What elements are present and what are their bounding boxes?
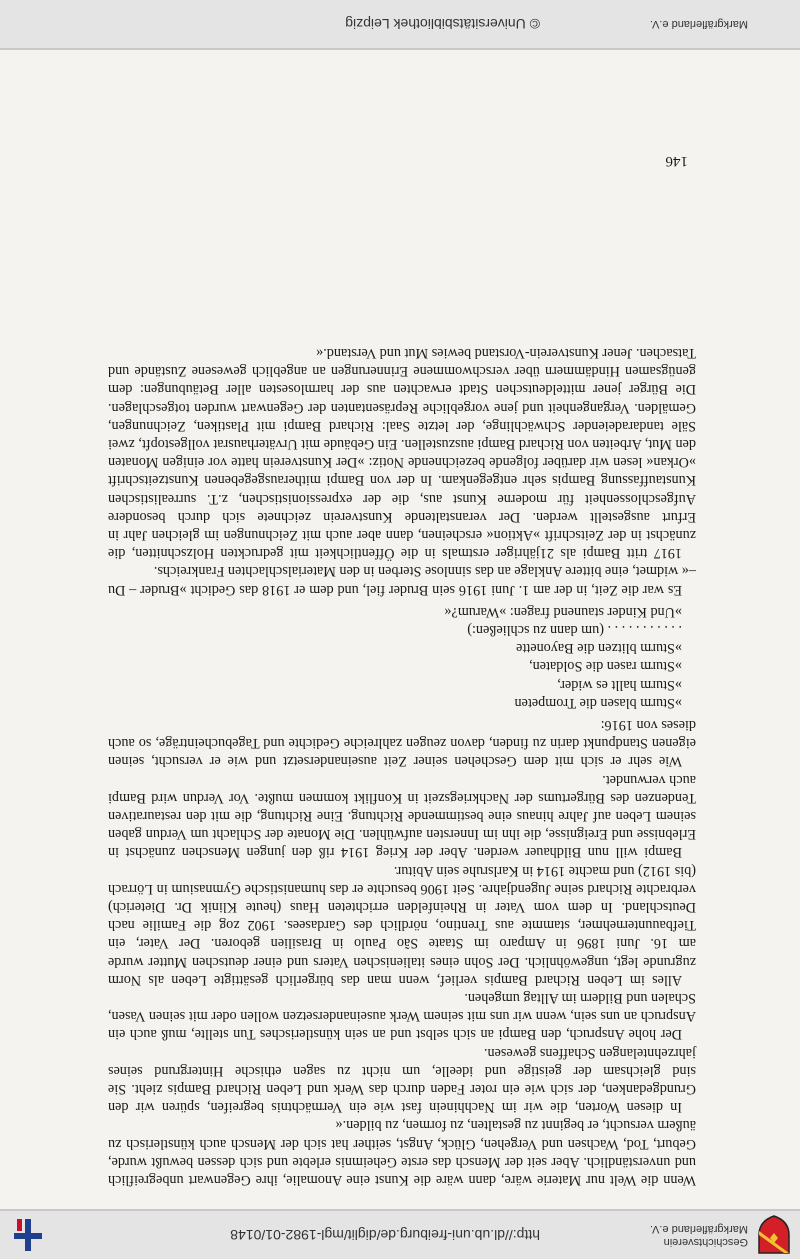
poem-line: . . . . . . . . . . . (um dann zu schließen:) xyxy=(467,621,682,638)
poem-line: »Sturm hallt es wider, xyxy=(557,676,682,693)
header-rule xyxy=(0,1209,800,1211)
org-name-line2: Markgräflerland e.V. xyxy=(649,1223,748,1235)
poem-line: »Und Kinder staunend fragen: »Warum?« xyxy=(444,603,682,620)
paragraph: Es war die Zeit, in der am 1. Juni 1916 sein Bruder fiel, und dem er 1918 das Gedicht »Bruder – Du –« widmet, eine bittere Anklage an das sinnlose Sterben in den Materialschlachten Frankreichs. xyxy=(108,563,696,598)
header-bar xyxy=(0,1211,800,1259)
document-url[interactable]: http://dl.ub.uni-freiburg.de/diglit/mgl-1982-01/0148 xyxy=(230,1227,540,1243)
ub-logo-icon xyxy=(10,1217,46,1253)
org-name-line1: Geschichtsverein xyxy=(663,1236,748,1248)
coat-of-arms-icon xyxy=(754,1215,794,1255)
poem-line: »Sturm rasen die Soldaten, xyxy=(529,658,682,675)
footer-org-name: Markgräflerland e.V. xyxy=(649,18,748,31)
poem-line: »Sturm blasen die Trompeten xyxy=(514,694,682,711)
paragraph: In diesen Worten, die wir im Nachhinein fast wie ein Vermächtnis begreifen, spüren wir den Grundgedanken, der sich wie ein roter Faden durch das Werk und Leben Richard Bampis zieht. Sie sind gleichsam der geistige und ideelle, um nicht zu sagen ethische Hintergrund seines jahrzehntelangen Schaffens gewesen. xyxy=(108,1044,696,1116)
poem-line: »Sturm blitzen die Bayonette xyxy=(516,640,682,657)
paragraph: Wenn die Welt nur Materie wäre, dann wäre die Kunst eine Anomalie, ihre Gegenwart unbegreiflich und unverständlich. Aber seit der Mensch das erste Geheimnis erlebte und sich dessen bewußt wurde, Geburt, Tod, Wachsen und Vergehen, Glück, Angst, seither hat sich der Mensch auch künstlerisch zu äußern versucht, er beginnt zu gestalten, zu formen, zu bilden.« xyxy=(108,1117,696,1188)
footer-copyright: © Universitätsbibliothek Leipzig xyxy=(345,16,540,32)
paragraph: Der hohe Anspruch, den Bampi an sich selbst und an sein künstlerisches Tun stellte, muß auch ein Anspruch an uns sein, wenn wir uns mit seinem Werk auseinandersetzen wollen oder mit seinen Vasen, Schalen und Bildern im Alltag umgehen. xyxy=(108,989,696,1043)
page-number: 146 xyxy=(665,153,688,169)
footer-rule xyxy=(0,48,800,50)
article-body xyxy=(108,344,696,1189)
footer-bar xyxy=(0,0,800,48)
paragraph: Wie sehr er sich mit dem Geschehen seiner Zeit auseinandersetzt und wie er versucht, seinen eigenen Standpunkt darin zu finden, davon zeugen zahlreiche Gedichte und Tagebucheinträge, so auch dieses von 1916: xyxy=(108,716,696,770)
paragraph: Bampi will nun Bildhauer werden. Aber der Krieg 1914 riß den jungen Menschen zunächst in Erlebnisse und Ereignisse, die ihn im Innersten aufwühlen. Die Monate der Schlacht um Verdun gaben seinem Leben auf Jahre hinaus eine bestimmende Richtung. Eine Richtung, die mit den restaurativen Tendenzen des Bürgertums der Nachkriegszeit in Konflikt kommen mußte. Vor Verdun wird Bampi auch verwundet. xyxy=(108,771,696,861)
poem xyxy=(108,603,682,712)
paragraph: Alles im Leben Richard Bampis verlief, wenn man das bürgerlich gesättigte Leben als Norm zugrunde legt, ungewöhnlich. Der Sohn eines italienischen Vaters und einer deutschen Mutter wurde am 16. Juni 1896 in Amparo im Staate São Paulo in Brasilien geboren. Der Vater, ein Tiefbauunternehmer, stammte aus Trentino, nördlich des Gardasees. 1902 zog die Familie nach Deutschland. In dem vom Vater in Rheinfelden errichteten Haus (heute Klinik Dr. Dieterich) verbrachte Richard seine Jugendjahre. Seit 1906 besuchte er das humanistische Gymnasium in Lörrach (bis 1912) und machte 1914 in Karlsruhe sein Abitur. xyxy=(108,862,696,988)
paragraph: 1917 tritt Bampi als 21jähriger erstmals in die Öffentlichkeit mit gedruckten Holzschnitten, die zunächst in der Zeitschrift »Aktion« erscheinen, dann aber auch mit Zeichnungen im gleichen Jahr in Erfurt ausgestellt werden. Der veranstaltende Kunstverein zeichnete sich durch besondere Aufgeschlossenheit für moderne Kunst aus, die der expressionistischen, z.T. surrealistischen Kunstauffassung Bampis sehr entgegenkam. In der von Bampi mitherausgegebenen Kunstzeitschrift »Orkan« lesen wir darüber folgende bezeichnende Notiz: »Der Kunstverein hatte vor einigen Monaten den Mut, Arbeiten von Richard Bampi auszustellen. Ein Gebäude mit Urväterhausrat vollgestopft, zwei Säle tandaradeiender Schwächlinge, der letzte Saal: Richard Bampi mit Plastiken, Zeichnungen, Gemälden. Vergangenheit und jene vorgebliche Repräsentanten der Gegenwart wurden totgeschlagen. Die Bürger jener mitteldeutschen Stadt erwachten aus der harmlosesten aller Betäubungen: dem genügsamen Hindämmern über verschwommene Erinnerungen an angeblich gewesene Zustände und Tatsachen. Jener Kunstverein-Vorstand bewies Mut und Verstand.« xyxy=(108,344,696,562)
org-name xyxy=(650,1222,748,1248)
